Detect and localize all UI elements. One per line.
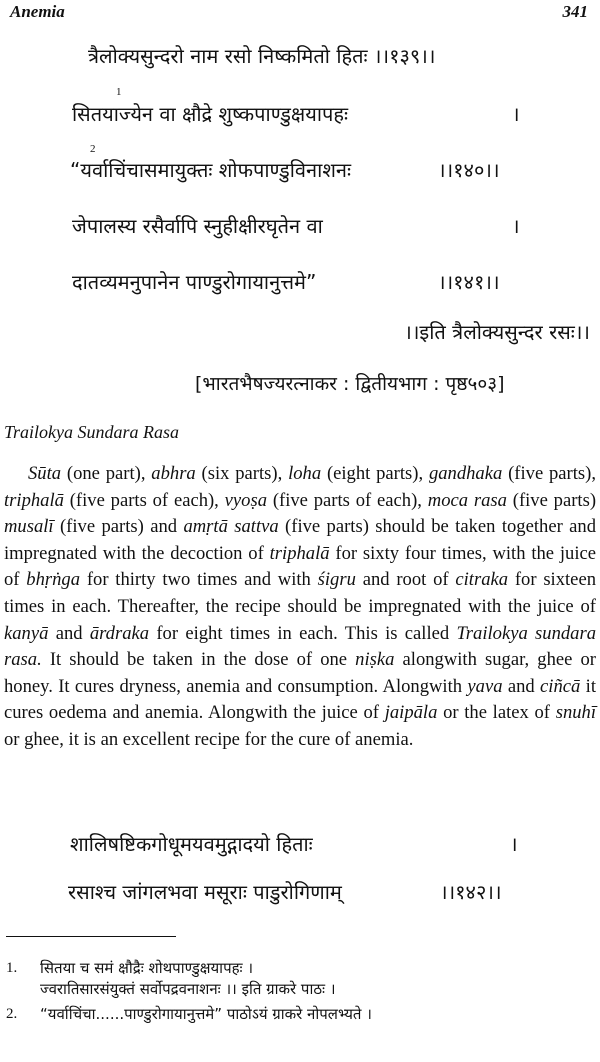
prose-paragraph — [4, 461, 596, 754]
verse-140a-danda: । — [512, 102, 520, 126]
running-header — [10, 2, 588, 28]
verse-142b: रसाश्च जांगलभवा मसूराः पाडुरोगिणाम् — [68, 880, 342, 904]
italic-term: ciñcā — [540, 675, 581, 697]
prose-text: and — [502, 675, 541, 697]
italic-term: gandhaka — [428, 463, 503, 484]
prose-text: and root of — [355, 569, 456, 591]
italic-term: bhṛṅga — [26, 569, 81, 591]
section-title: Trailokya Sundara Rasa — [4, 422, 180, 442]
italic-term: citraka — [455, 569, 509, 591]
verse-142-number: ।।१४२।। — [440, 880, 502, 904]
prose-text: or ghee, it is an excellent recipe for the cure of anemia. — [4, 728, 414, 750]
prose-text: It should be taken in the dose of one — [41, 649, 356, 671]
footnote-line: ज्वरातिसारसंयुक्तं सर्वोपद्रवनाशनः ।। इति ग्राकरे पाठः । — [40, 980, 336, 998]
verse-140-number: ।।१४०।। — [438, 158, 500, 182]
prose-text: alongwith sugar, ghee or honey. It cures dryness, anemia and consumption. Alongwith — [4, 649, 596, 697]
verse-141a: जेपालस्य रसैर्वापि स्नुहीक्षीरघृतेन वा — [72, 214, 323, 238]
footnote-marker-2: 2 — [90, 143, 96, 155]
page-number: 341 — [562, 2, 588, 21]
footnote-number: 1. — [6, 960, 18, 976]
footnote-2 — [6, 1004, 596, 1025]
prose-text: (five parts) — [506, 489, 597, 511]
source-reference: [भारतभैषज्यरत्नाकर : द्वितीयभाग : पृष्ठ५०३] — [195, 373, 505, 395]
prose-text: (five parts) and — [53, 516, 184, 538]
verse-139: त्रैलोक्यसुन्दरो नाम रसो निष्कमितो हितः ।।१३९।। — [88, 44, 436, 68]
prose-text: (six parts), — [195, 463, 289, 484]
italic-term: snuhī — [555, 702, 596, 724]
footnote-number: 2. — [6, 1006, 18, 1022]
verse-142a-danda: । — [510, 832, 518, 856]
prose-text: it cures oedema and anemia. Alongwith the juice of — [4, 675, 596, 724]
italic-term: śigru — [317, 569, 356, 591]
italic-term: triphalā — [269, 542, 330, 564]
italic-term: niṣka — [355, 649, 395, 671]
italic-term: ārdraka — [89, 622, 150, 644]
italic-term: amṛtā sattva — [183, 516, 279, 538]
italic-term: Trailokya sundara rasa. — [4, 622, 596, 671]
footnote-marker-1: 1 — [116, 86, 122, 98]
italic-term: moca rasa — [427, 489, 507, 511]
italic-term: yava — [467, 675, 503, 697]
verse-141-number: ।।१४१।। — [438, 270, 500, 294]
prose-text: (five parts of each), — [267, 489, 428, 511]
prose-text: (eight parts), — [321, 463, 429, 484]
verse-142a: शालिषष्टिकगोधूमयवमुद्गादयो हिताः — [70, 832, 313, 856]
prose-text: for sixteen times in each. Thereafter, the recipe should be impregnated with the juice of — [4, 569, 596, 617]
footnote-line: सितया च समं क्षौद्रैः शोथपाण्डुक्षयापहः । — [40, 959, 254, 977]
prose-text: for eight times in each. This is called — [149, 622, 457, 644]
verse-141a-danda: । — [512, 214, 520, 238]
prose-text: (one part), — [61, 463, 152, 484]
prose-text: (five parts) should be taken together and impregnated with the decoction of — [4, 516, 596, 564]
prose-text: for sixty four times, with the juice of — [4, 542, 597, 591]
italic-term: Sūta — [28, 463, 62, 484]
verse-140a: सितयाज्येन वा क्षौद्रे शुष्कपाण्डुक्षयापहः — [72, 102, 349, 126]
italic-term: loha — [288, 463, 322, 484]
prose-text: (five parts), — [502, 463, 596, 484]
verse-140b: “यर्वाचिंचासमायुक्तः शोफपाण्डुविनाशनः — [70, 158, 352, 182]
footnote-1 — [6, 958, 596, 1000]
italic-term: vyoṣa — [224, 489, 268, 511]
prose-text: or the latex of — [437, 702, 556, 724]
prose-text: and — [48, 622, 90, 644]
footnote-divider — [6, 936, 176, 937]
footnote-line: “यर्वाचिंचा......पाण्डुरोगायानुत्तमे” पाठोऽयं ग्राकरे नोपलभ्यते । — [40, 1005, 372, 1023]
verse-141b: दातव्यमनुपानेन पाण्डुरोगायानुत्तमे” — [72, 270, 317, 294]
italic-term: abhra — [151, 463, 196, 484]
running-title: Anemia — [10, 2, 65, 21]
prose-text: for thirty two times and with — [80, 569, 318, 591]
italic-term: jaipāla — [384, 702, 438, 724]
italic-term: musalī — [4, 516, 54, 538]
italic-term: triphalā — [4, 489, 64, 511]
italic-term: kanyā — [4, 622, 49, 644]
colophon: ।।इति त्रैलोक्यसुन्दर रसः।। — [404, 320, 590, 344]
prose-text: (five parts of each), — [63, 489, 225, 511]
footnotes — [6, 958, 596, 1029]
prose-body — [4, 461, 596, 754]
